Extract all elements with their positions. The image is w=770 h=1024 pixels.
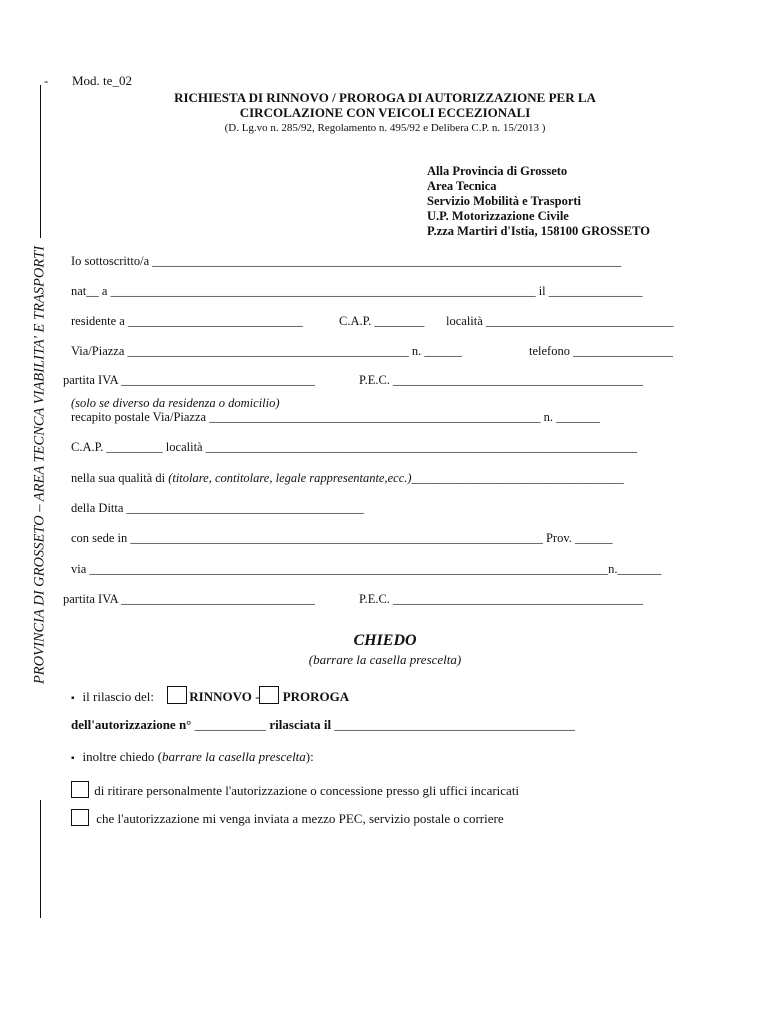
field-cap-localita[interactable]: C.A.P. _________ località _____________________________________________________________________ — [71, 440, 637, 454]
legal-reference: (D. Lg.vo n. 285/92, Regolamento n. 495/92 e Delibera C.P. n. 15/2013 ) — [224, 122, 546, 134]
bullet-icon: ▪ — [71, 753, 75, 764]
invio-label: che l'autorizzazione mi venga inviata a mezzo PEC, servizio postale o corriere — [96, 811, 504, 826]
rinnovo-label: RINNOVO — [189, 689, 252, 704]
note-solo-se-diverso: (solo se diverso da residenza o domicilio) — [71, 396, 280, 410]
field-localita[interactable]: località ______________________________ — [446, 314, 674, 328]
autorizzazione-number-blank: ___________ — [194, 717, 267, 732]
rinnovo-checkbox[interactable] — [167, 686, 187, 704]
rilasciata-label: rilasciata il — [269, 717, 332, 732]
field-pec-1[interactable]: P.E.C. ________________________________________ — [359, 373, 644, 387]
ritiro-label: di ritirare personalmente l'autorizzazione o concessione presso gli uffici incaricati — [94, 783, 520, 798]
margin-line-bottom — [40, 800, 41, 918]
ritiro-checkbox[interactable] — [71, 781, 89, 798]
margin-line-top — [40, 85, 41, 238]
autorizzazione-label: dell'autorizzazione n° — [71, 717, 192, 732]
margin-mark: - — [44, 74, 49, 88]
qualita-hint: (titolare, contitolare, legale rappresentante,ecc.) — [168, 471, 412, 485]
recipient-line3: Servizio Mobilità e Trasporti — [427, 194, 582, 208]
proroga-label: PROROGA — [282, 689, 350, 704]
field-partita-iva-1[interactable]: partita IVA _______________________________ — [63, 373, 315, 387]
proroga-checkbox[interactable] — [259, 686, 279, 704]
rilascio-label: il rilascio del: — [82, 689, 155, 704]
rilasciata-date-blank: _____________________________________ — [334, 717, 575, 732]
inoltre-row — [71, 749, 314, 765]
field-telefono[interactable]: telefono ________________ — [529, 344, 674, 358]
field-ditta[interactable]: della Ditta ______________________________________ — [71, 501, 365, 515]
field-sottoscritto[interactable]: Io sottoscritto/a ___________________________________________________________________________ — [71, 254, 621, 268]
side-vertical-text: PROVINCIA DI GROSSETO – AREA TECNCA VIABILITA' E TRASPORTI — [31, 245, 48, 685]
recipient-line5: P.zza Martiri d'Istia, 158100 GROSSETO — [427, 224, 650, 238]
field-qualita[interactable] — [71, 471, 624, 486]
bullet-icon: ▪ — [71, 693, 75, 704]
autorizzazione-row[interactable] — [71, 717, 575, 733]
recipient-line1: Alla Provincia di Grosseto — [427, 164, 568, 178]
option-ritiro-row[interactable] — [71, 781, 519, 799]
recipient-line2: Area Tecnica — [427, 179, 497, 193]
field-nato[interactable]: nat__ a ____________________________________________________________________ il _______________ — [71, 284, 643, 298]
model-code: Mod. te_02 — [72, 73, 132, 88]
chiedo-title: CHIEDO — [353, 632, 417, 649]
rilascio-row — [71, 686, 349, 705]
inoltre-hint: barrare la casella prescelta — [161, 749, 306, 764]
invio-checkbox[interactable] — [71, 809, 89, 826]
chiedo-subtitle: (barrare la casella prescelta) — [308, 652, 462, 667]
field-residente[interactable]: residente a ____________________________ — [71, 314, 303, 328]
form-title-line2: CIRCOLAZIONE CON VEICOLI ECCEZIONALI — [239, 105, 531, 120]
rilascio-separator: - — [255, 689, 260, 704]
field-via[interactable]: via ___________________________________________________________________________________n._______ — [71, 562, 662, 576]
field-pec-2[interactable]: P.E.C. ________________________________________ — [359, 592, 644, 606]
field-cap[interactable]: C.A.P. ________ — [339, 314, 425, 328]
qualita-label: nella sua qualità di — [71, 471, 169, 485]
qualita-blank: __________________________________ — [411, 471, 625, 485]
option-invio-row[interactable] — [71, 809, 504, 827]
field-via-piazza[interactable]: Via/Piazza _____________________________________________ n. ______ — [71, 344, 462, 358]
field-partita-iva-2[interactable]: partita IVA _______________________________ — [63, 592, 315, 606]
inoltre-suffix: ): — [305, 749, 314, 764]
recipient-line4: U.P. Motorizzazione Civile — [427, 209, 569, 223]
inoltre-label: inoltre chiedo ( — [82, 749, 162, 764]
field-sede[interactable]: con sede in __________________________________________________________________ Prov. ______ — [71, 531, 613, 545]
form-title-line1: RICHIESTA DI RINNOVO / PROROGA DI AUTORIZZAZIONE PER LA — [174, 90, 596, 105]
field-recapito[interactable]: recapito postale Via/Piazza _____________________________________________________ n. _______ — [71, 410, 600, 424]
